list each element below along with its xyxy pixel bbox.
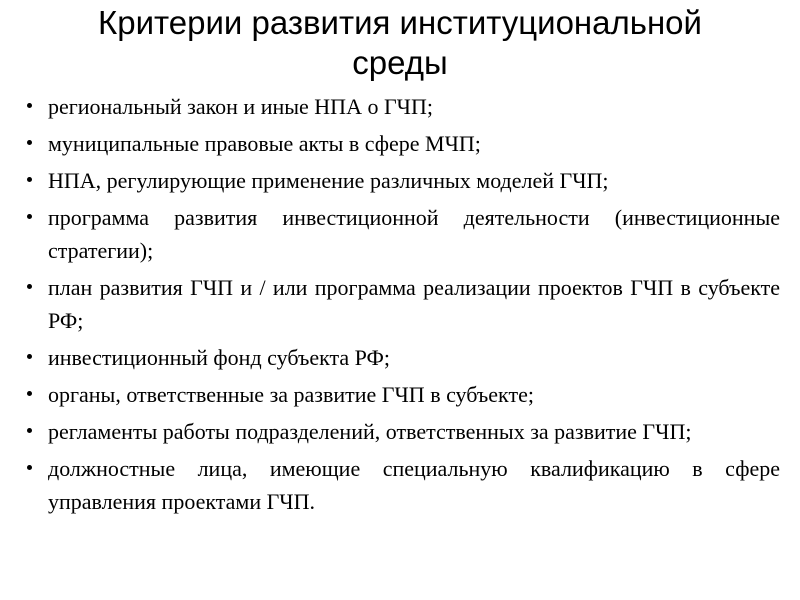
bullet-icon <box>27 177 32 182</box>
bullet-icon <box>27 354 32 359</box>
list-item <box>48 341 780 374</box>
bullet-icon <box>27 428 32 433</box>
list-item <box>48 452 780 518</box>
bullet-icon <box>27 284 32 289</box>
list-item <box>48 201 780 267</box>
bullet-list <box>0 90 800 518</box>
bullet-text: органы, ответственные за развитие ГЧП в субъекте; <box>48 382 534 407</box>
bullet-text: план развития ГЧП и / или программа реализации проектов ГЧП в субъекте РФ; <box>48 275 780 333</box>
bullet-text: региональный закон и иные НПА о ГЧП; <box>48 94 433 119</box>
bullet-icon <box>27 391 32 396</box>
bullet-text: должностные лица, имеющие специальную квалификацию в сфере управления проектами ГЧП. <box>48 456 780 514</box>
bullet-text: программа развития инвестиционной деятельности (инвестиционные стратегии); <box>48 205 780 263</box>
slide-title: Критерии развития институциональной среды <box>98 4 702 81</box>
list-item <box>48 127 780 160</box>
bullet-text: муниципальные правовые акты в сфере МЧП; <box>48 131 481 156</box>
bullet-icon <box>27 103 32 108</box>
list-item <box>48 164 780 197</box>
list-item <box>48 378 780 411</box>
bullet-icon <box>27 465 32 470</box>
bullet-text: регламенты работы подразделений, ответственных за развитие ГЧП; <box>48 419 692 444</box>
list-item <box>48 415 780 448</box>
bullet-icon <box>27 140 32 145</box>
bullet-text: инвестиционный фонд субъекта РФ; <box>48 345 391 370</box>
list-item <box>48 90 780 123</box>
bullet-icon <box>27 214 32 219</box>
list-item <box>48 271 780 337</box>
bullet-text: НПА, регулирующие применение различных моделей ГЧП; <box>48 168 609 193</box>
